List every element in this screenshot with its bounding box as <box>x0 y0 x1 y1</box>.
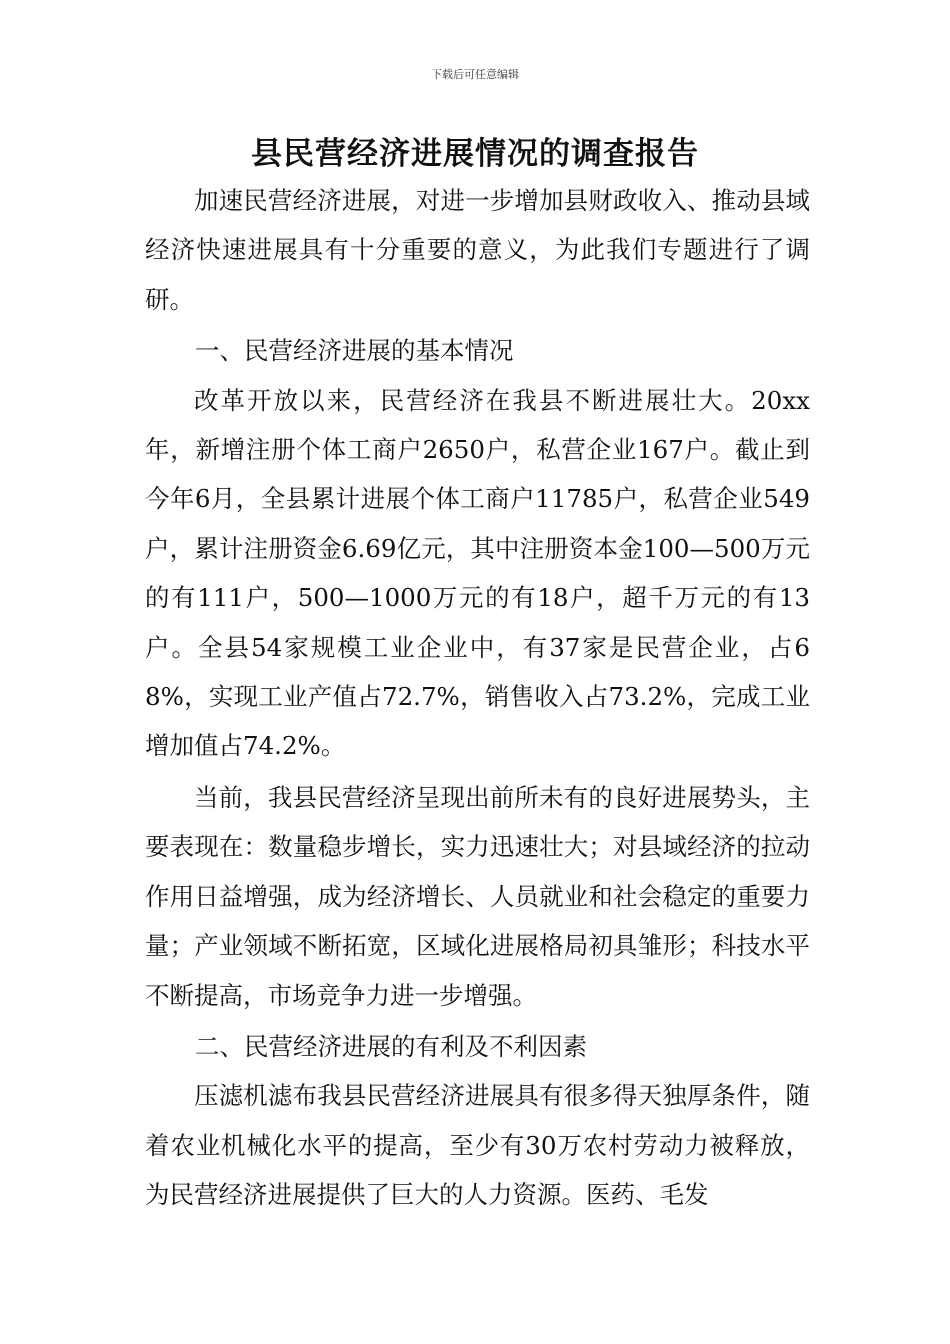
section1-paragraph-2: 当前，我县民营经济呈现出前所未有的良好进展势头，主要表现在：数量稳步增长，实力迅速壮大；对县域经济的拉动作用日益增强，成为经济增长、人员就业和社会稳定的重要力量；产业领域不断拓宽，区域化进展格局初具雏形；科技水平不断提高，市场竞争力进一步增强。 <box>145 782 810 1010</box>
section1-paragraph-1: 改革开放以来，民营经济在我县不断进展壮大。20xx年，新增注册个体工商户2650户，私营企业167户。截止到今年6月，全县累计进展个体工商户11785户，私营企业549户，累计注册资金6.69亿元，其中注册资本金100—500万元的有111户，500—1000万元的有18户，超千万元的有13户。全县54家规模工业企业中，有37家是民营企业，占68%，实现工业产值占72.7%，销售收入占73.2%，完成工业增加值占74.2%。 <box>145 385 810 761</box>
intro-paragraph: 加速民营经济进展，对进一步增加县财政收入、推动县域经济快速进展具有十分重要的意义，为此我们专题进行了调研。 <box>145 186 810 314</box>
header-note: 下载后可任意编辑 <box>431 68 519 81</box>
section2-paragraph-1: 压滤机滤布我县民营经济进展具有很多得天独厚条件，随着农业机械化水平的提高，至少有30万农村劳动力被释放，为民营经济进展提供了巨大的人力资源。医药、毛发 <box>145 1081 810 1210</box>
section-heading-2: 二、民营经济进展的有利及不利因素 <box>195 1031 587 1061</box>
section-heading-1: 一、民营经济进展的基本情况 <box>195 336 514 366</box>
document-title: 县民营经济进展情况的调查报告 <box>251 136 699 172</box>
document-body <box>145 176 810 1220</box>
